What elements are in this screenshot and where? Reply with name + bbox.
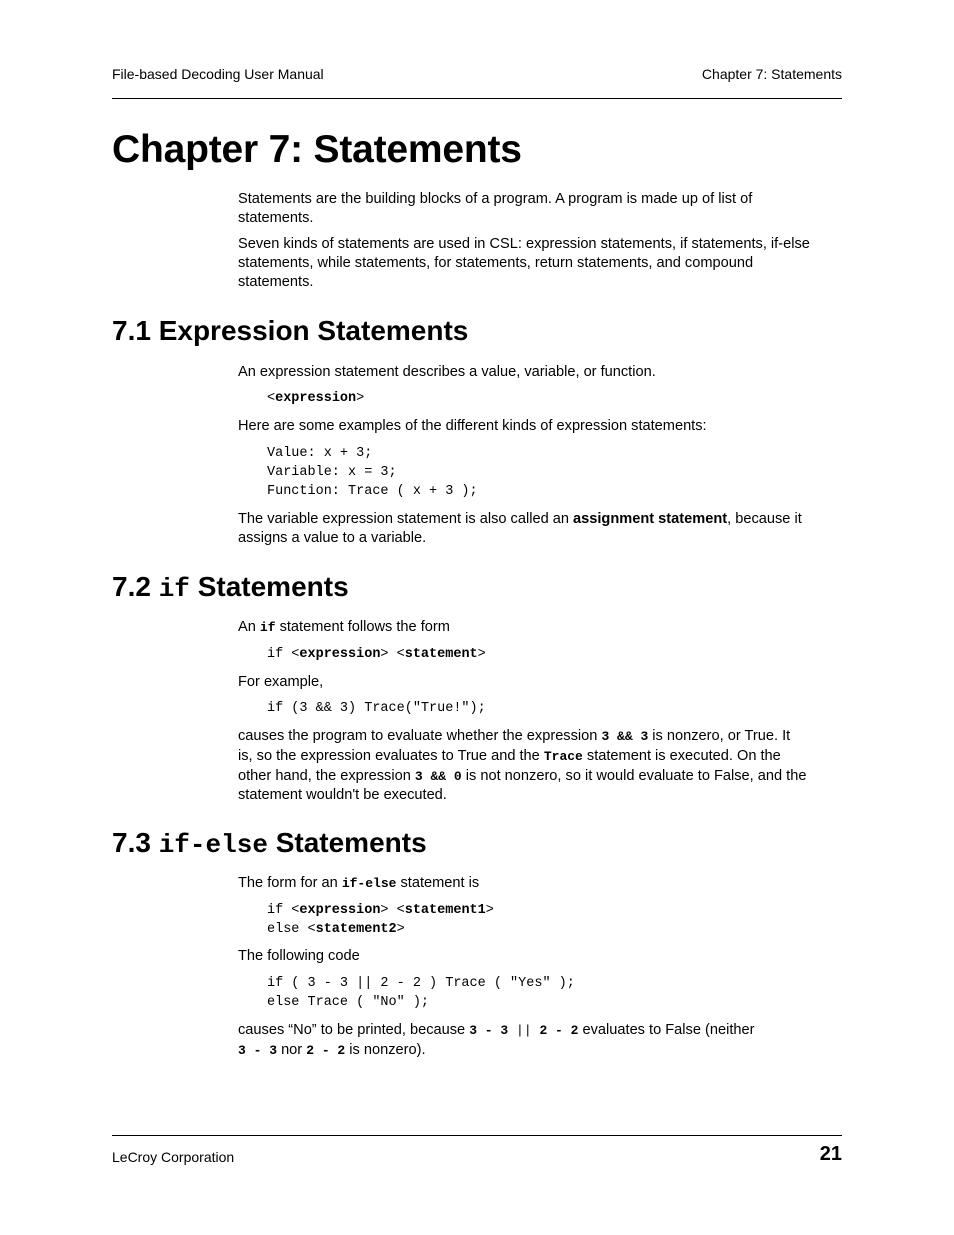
section-heading-7-1: 7.1 Expression Statements <box>112 315 469 346</box>
s71-paragraph-3: The variable expression statement is also called an assignment statement, because it assigns a value to a variable. <box>238 511 802 546</box>
s71-code-block <box>267 445 478 501</box>
s73-paragraph-1: The form for an if-else statement is <box>238 875 480 891</box>
page-footer <box>112 1135 842 1175</box>
code-line: Variable: x = 3; <box>267 464 397 480</box>
page-number: 21 <box>819 1143 842 1165</box>
intro-line: statements. <box>238 209 314 226</box>
intro-line: statements. <box>238 273 314 290</box>
chapter-running-title: Chapter 7: Statements <box>701 66 842 82</box>
manual-title: File-based Decoding User Manual <box>112 66 324 82</box>
s72-paragraph-1: An if statement follows the form <box>238 619 450 635</box>
s73-code-block <box>267 975 575 1013</box>
section-heading-7-2: 7.2 if Statements <box>112 571 349 604</box>
company-name: LeCroy Corporation <box>112 1149 235 1165</box>
s73-paragraph-2: The following code <box>238 948 360 964</box>
intro-paragraph-2 <box>238 235 842 291</box>
page-header <box>112 65 842 99</box>
code-line: Value: x + 3; <box>267 446 373 461</box>
s72-syntax: if <expression> <statement> <box>267 647 486 662</box>
s72-paragraph-3: causes the program to evaluate whether the expression 3 && 3 is nonzero, or True. It is, so the expression evaluates to True and the Trace statement is executed. On the other hand, the expression 3 && 0 is not nonzero, so it would evaluate to False, and the statement wouldn't be executed. <box>238 728 807 804</box>
s71-syntax: <expression> <box>267 391 365 406</box>
code-line: Function: Trace ( x + 3 ); <box>267 483 478 499</box>
intro-line: Seven kinds of statements are used in CSL: expression statements, if statements, if-else <box>238 236 810 252</box>
intro-line: Statements are the building blocks of a program. A program is made up of list of <box>238 191 753 207</box>
chapter-title: Chapter 7: Statements <box>112 128 522 171</box>
intro-line: statements, while statements, for statements, return statements, and compound <box>238 254 754 271</box>
code-line: else Trace ( "No" ); <box>267 994 430 1010</box>
s72-example-code: if (3 && 3) Trace("True!"); <box>267 701 486 716</box>
term-assignment-statement: assignment statement <box>573 511 728 527</box>
s73-syntax: if <expression> <statement1> else <statement2> <box>267 903 494 937</box>
section-heading-7-3: 7.3 if-else Statements <box>112 827 427 860</box>
intro-paragraph-1 <box>238 190 842 228</box>
code-line: if ( 3 - 3 || 2 - 2 ) Trace ( "Yes" ); <box>267 976 575 991</box>
s72-paragraph-2: For example, <box>238 674 324 690</box>
s71-paragraph-2: Here are some examples of the different kinds of expression statements: <box>238 418 707 434</box>
s73-paragraph-3: causes “No” to be printed, because 3 - 3 || 2 - 2 evaluates to False (neither 3 - 3 nor 2 - 2 is nonzero). <box>238 1022 755 1058</box>
s71-paragraph-1: An expression statement describes a value, variable, or function. <box>238 364 656 380</box>
